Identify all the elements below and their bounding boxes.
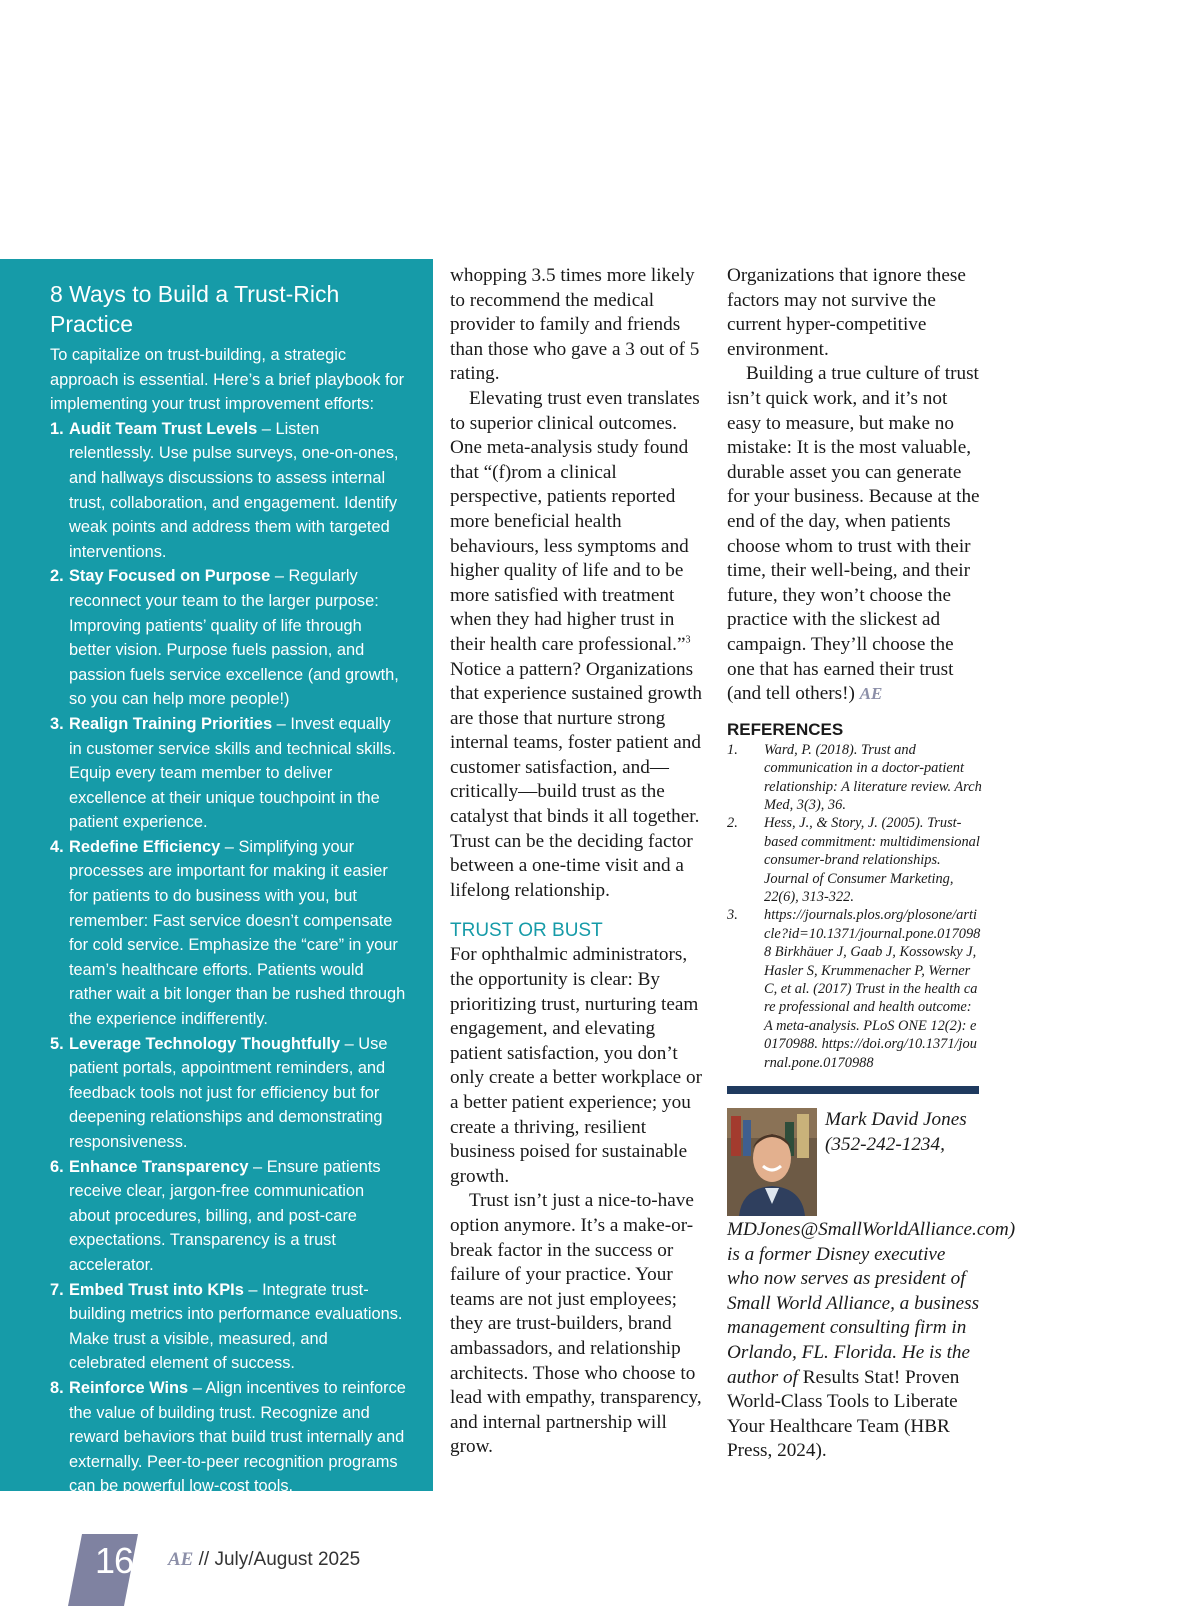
list-text: – Use patient portals, appointment reminders, and feedback tools not just for efficiency but for deepening relationships and demonstrating responsiveness. [69,1034,388,1151]
reference-number: 2. [727,815,738,832]
author-book-title: Results Stat! Proven World-Class Tools to Liberate Your Healthcare Team (HBR Press, 2024). [727,1366,960,1462]
list-term: Embed Trust into KPIs [69,1280,244,1299]
list-item [50,835,407,1032]
footer-logo: AE [168,1549,194,1570]
author-photo [727,1108,817,1216]
paragraph: For ophthalmic administrators, the opportunity is clear: By prioritizing trust, nurturing team engagement, and elevating patient satisfaction, you don’t only create a better workplace or a better patient experience; you create a thriving, resilient business poised for sustainable growth. [450,944,702,1187]
page-number: 16 [95,1540,134,1581]
paragraph-text: Elevating trust even translates to superior clinical outcomes. One meta-analysis study found that “(f)rom a clinical perspective, patients reported more beneficial health behaviours, less symptoms and higher quality of life and to be more satisfied with treatment when they had higher trust in their health care professional.” [450,387,700,655]
list-term: Redefine Efficiency [69,837,221,856]
list-number: 1. [50,419,64,438]
paragraph [450,387,708,903]
list-text: – Integrate trust-building metrics into performance evaluations. Make trust a visible, measured, and celebrated element of success. [69,1280,403,1373]
reference-item [727,741,982,815]
list-text: – Regularly reconnect your team to the larger purpose: Improving patients’ quality of life through better vision. Purpose fuels passion, and passion fuels service excellence (and growth, so you can help more people!) [69,567,399,709]
footer-issue-date: // July/August 2025 [193,1549,361,1570]
list-number: 6. [50,1157,64,1176]
list-text: – Align incentives to reinforce the value of building trust. Recognize and reward behaviors that build trust internally and externally. Peer-to-peer recognition programs can be powerful low-cost tools. [69,1378,406,1496]
author-bio-text: Mark David Jones (352-242-1234, MDJones@SmallWorldAlliance.com) is a former Disney executive who now serves as president of Small World Alliance, a business management consulting firm in Orlando, FL. Florida. He is the author of [727,1109,1016,1388]
paragraph-text: Building a true culture of trust isn’t quick work, and it’s not easy to measure, but make no mistake: It is the most valuable, durable asset you can generate for your business. Because at the end of the day, when patients choose whom to trust with their time, their well-being, and their future, they won’t choose the practice with the slickest ad campaign. They’ll choose the one that has earned their trust (and tell others!) [727,363,980,705]
list-text: – Listen relentlessly. Use pulse surveys, one-on-ones, and hallways discussions to assess internal trust, collaboration, and engagement. Identify weak points and address them with targeted interventions. [69,419,399,561]
paragraph: Trust isn’t just a nice-to-have option anymore. It’s a make-or-break factor in the success or failure of your practice. Your teams are not just employees; they are trust-builders, brand ambassadors, and relationship architects. Those who choose to lead with empathy, transparency, and internal partnership will grow. [450,1190,702,1458]
end-mark-logo: AE [859,684,883,704]
article-column-middle [450,264,708,1460]
footnote-ref: 3 [685,634,691,646]
reference-text: Ward, P. (2018). Trust and communication in a doctor-patient relationship: A literature review. Arch Med, 3(3), 36. [764,741,982,813]
list-item [50,712,407,835]
reference-number: 3. [727,907,738,924]
footer-issue [168,1549,360,1571]
list-item [50,1155,407,1278]
divider-rule [727,1086,979,1094]
list-number: 8. [50,1378,64,1397]
list-term: Realign Training Priorities [69,714,273,733]
list-term: Stay Focused on Purpose [69,567,271,586]
list-item [50,1278,407,1376]
list-item [50,1376,407,1499]
reference-text: Hess, J., & Story, J. (2005). Trust-based commitment: multidimensional consumer-brand relationships. Journal of Consumer Marketing, 22(6), 313-322. [764,815,980,905]
list-item [50,564,407,712]
reference-text: https://journals.plos.org/plosone/article?id=10.1371/journal.pone.0170988 Birkhäuer J, Gaab J, Kossowsky J, Hasler S, Krummenacher P, Werner C, et al. (2017) Trust in the health care professional and health outcome: A meta-analysis. PLoS ONE 12(2): e0170988. https://doi.org/10.1371/journal.pone.0170988 [764,907,981,1071]
paragraph: Organizations that ignore these factors may not survive the current hyper-competitive environment. [727,265,966,360]
list-item [50,1032,407,1155]
section-heading: TRUST OR BUST [450,920,603,942]
list-term: Reinforce Wins [69,1378,189,1397]
list-number: 2. [50,567,64,586]
sidebar-intro: To capitalize on trust-building, a strategic approach is essential. Here’s a brief playbook for implementing your trust improvement efforts: [50,346,405,414]
list-text: – Ensure patients receive clear, jargon-free communication about procedures, billing, and post-care expectations. Transparency is a trust accelerator. [69,1157,381,1274]
sidebar-title: 8 Ways to Build a Trust-Rich Practice [50,281,340,337]
reference-item [727,814,982,906]
list-number: 4. [50,837,64,856]
list-term: Leverage Technology Thoughtfully [69,1034,341,1053]
paragraph-text: Notice a pattern? Organizations that experience sustained growth are those that nurture strong internal teams, foster patient and customer satisfaction, and—critically—build trust as the catalyst that binds it all together. Trust can be the deciding factor between a one-time visit and a lifelong relationship. [450,658,703,901]
sidebar-list [50,417,407,1499]
references-list [727,741,982,1072]
list-number: 7. [50,1280,64,1299]
list-term: Audit Team Trust Levels [69,419,258,438]
reference-item [727,906,982,1072]
sidebar-box [0,259,433,1496]
paragraph: whopping 3.5 times more likely to recommend the medical provider to family and friends than those who gave a 3 out of 5 rating. [450,265,700,385]
article-column-right [727,264,1016,1464]
list-text: – Invest equally in customer service skills and technical skills. Equip every team member to deliver excellence at their unique touchpoint in the patient experience. [69,714,397,832]
author-bio [727,1108,1016,1464]
reference-number: 1. [727,741,738,758]
paragraph [727,362,982,706]
list-item [50,417,407,565]
references-heading: REFERENCES [727,719,844,739]
list-text: – Simplifying your processes are important for making it easier for patients to do business with you, but remember: Fast service doesn’t compensate for cold service. Emphasize the “care” in your team’s healthcare efforts. Patients would rather wait a bit longer than be rushed through the experience indifferently. [69,837,406,1029]
list-number: 3. [50,714,64,733]
list-term: Enhance Transparency [69,1157,249,1176]
list-number: 5. [50,1034,64,1053]
